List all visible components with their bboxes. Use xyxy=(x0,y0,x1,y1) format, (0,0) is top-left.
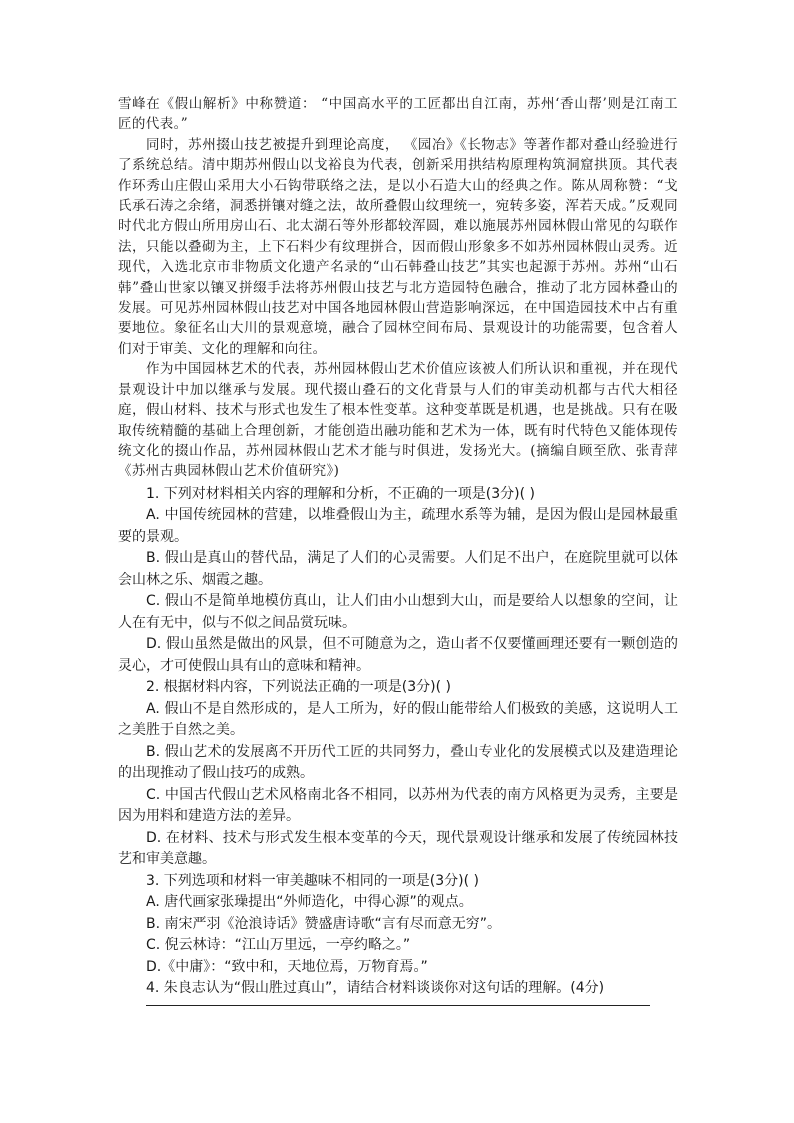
passage-paragraph-1: 雪峰在《假山解析》中称赞道： “中国高水平的工匠都出自江南，苏州‘香山帮’则是江南工匠的代表。” xyxy=(118,96,678,133)
answer-line[interactable] xyxy=(146,1005,650,1006)
passage-paragraph-3: 作为中国园林艺术的代表，苏州园林假山艺术价值应该被人们所认识和重视，并在现代景观设计中加以继承与发展。现代掇山叠石的文化背景与人们的审美动机都与古代大相径庭，假山材料、技术与形式也发生了根本性变革。这种变革既是机遇，也是挑战。只有在吸取传统精髓的基础上合理创新，才能创造出融功能和艺术为一体，既有时代特色又能体现传统文化的掇山作品，苏州园林假山艺术才能与时俱进，发扬光大。(摘编自顾至欣、张青萍《苏州古典园林假山艺术价值研究》) xyxy=(118,361,678,480)
question-3-stem: 3. 下列选项和材料一审美趣味不相同的一项是(3分)( ) xyxy=(146,872,480,889)
question-2-option-d: D. 在材料、技术与形式发生根本变革的今天，现代景观设计继承和发展了传统园林技艺和审美意趣。 xyxy=(118,829,678,868)
question-1-option-a: A. 中国传统园林的营建，以堆叠假山为主，疏理水系等为辅，是因为假山是园林最重要的景观。 xyxy=(118,507,678,545)
passage xyxy=(118,94,678,482)
question-2-option-c: C. 中国古代假山艺术风格南北各不相同，以苏州为代表的南方风格更为灵秀，主要是因为用料和建造方法的差异。 xyxy=(118,786,678,825)
question-3-option-b: B. 南宋严羽《沧浪诗话》赞盛唐诗歌“言有尽而意无穷”。 xyxy=(146,915,502,932)
question-2-stem: 2. 根据材料内容，下列说法正确的一项是(3分)( ) xyxy=(146,679,452,696)
question-3-option-a: A. 唐代画家张璪提出“外师造化，中得心源”的观点。 xyxy=(146,894,473,911)
questions xyxy=(118,484,678,1000)
question-3-option-d: D.《中庸》：“致中和，天地位焉，万物育焉。” xyxy=(146,958,428,975)
question-1-stem: 1. 下列对材料相关内容的理解和分析，不正确的一项是(3分)( ) xyxy=(146,485,536,502)
question-2-option-b: B. 假山艺术的发展离不开历代工匠的共同努力，叠山专业化的发展模式以及建造理论的出现推动了假山技巧的成熟。 xyxy=(118,743,678,782)
question-1-option-d: D. 假山虽然是做出的风景，但不可随意为之，造山者不仅要懂画理还要有一颗创造的灵心，才可使假山具有山的意味和精神。 xyxy=(118,636,678,674)
document-page xyxy=(118,94,678,1000)
question-1-option-b: B. 假山是真山的替代品，满足了人们的心灵需要。人们足不出户，在庭院里就可以体会山林之乐、烟霞之趣。 xyxy=(118,550,678,588)
passage-paragraph-2: 同时，苏州掇山技艺被提升到理论高度， 《园冶》《长物志》等著作都对叠山经验进行了系统总结。清中期苏州假山以戈裕良为代表，创新采用拱结构原理构筑洞窟拱顶。其代表作环秀山庄假山采用大小石钩带联络之法，是以小石造大山的经典之作。陈从周称赞：“戈氏承石涛之余绪，洞悉拼镶对缝之法，故所叠假山纹理统一，宛转多姿，浑若天成。”反观同时代北方假山所用房山石、北太湖石等外形都较浑圆，难以施展苏州园林假山常见的勾联作法，只能以叠砌为主，上下石料少有纹理拼合，因而假山形象多不如苏州园林假山灵秀。近现代，入选北京市非物质文化遗产名录的“山石韩叠山技艺”其实也起源于苏州。苏州“山石韩”叠山世家以镶叉拼缀手法将苏州假山技艺与北方造园特色融合，推动了北方园林叠山的发展。可见苏州园林假山技艺对中国各地园林假山营造影响深远，在中国造园技术中占有重要地位。象征名山大川的景观意境，融合了园林空间布局、景观设计的功能需要，包含着人们对于审美、文化的理解和向往。 xyxy=(118,136,678,357)
question-1-option-c: C. 假山不是简单地模仿真山，让人们由小山想到大山，而是要给人以想象的空间，让人在有无中，似与不似之间品赏玩味。 xyxy=(118,593,678,631)
question-2-option-a: A. 假山不是自然形成的，是人工所为，好的假山能带给人们极致的美感，这说明人工之美胜于自然之美。 xyxy=(118,700,678,739)
question-4-stem: 4. 朱良志认为“假山胜过真山”，请结合材料谈谈你对这句话的理解。(4分) xyxy=(146,980,605,997)
question-3-option-c: C. 倪云林诗：“江山万里远，一亭约略之。” xyxy=(146,937,411,954)
